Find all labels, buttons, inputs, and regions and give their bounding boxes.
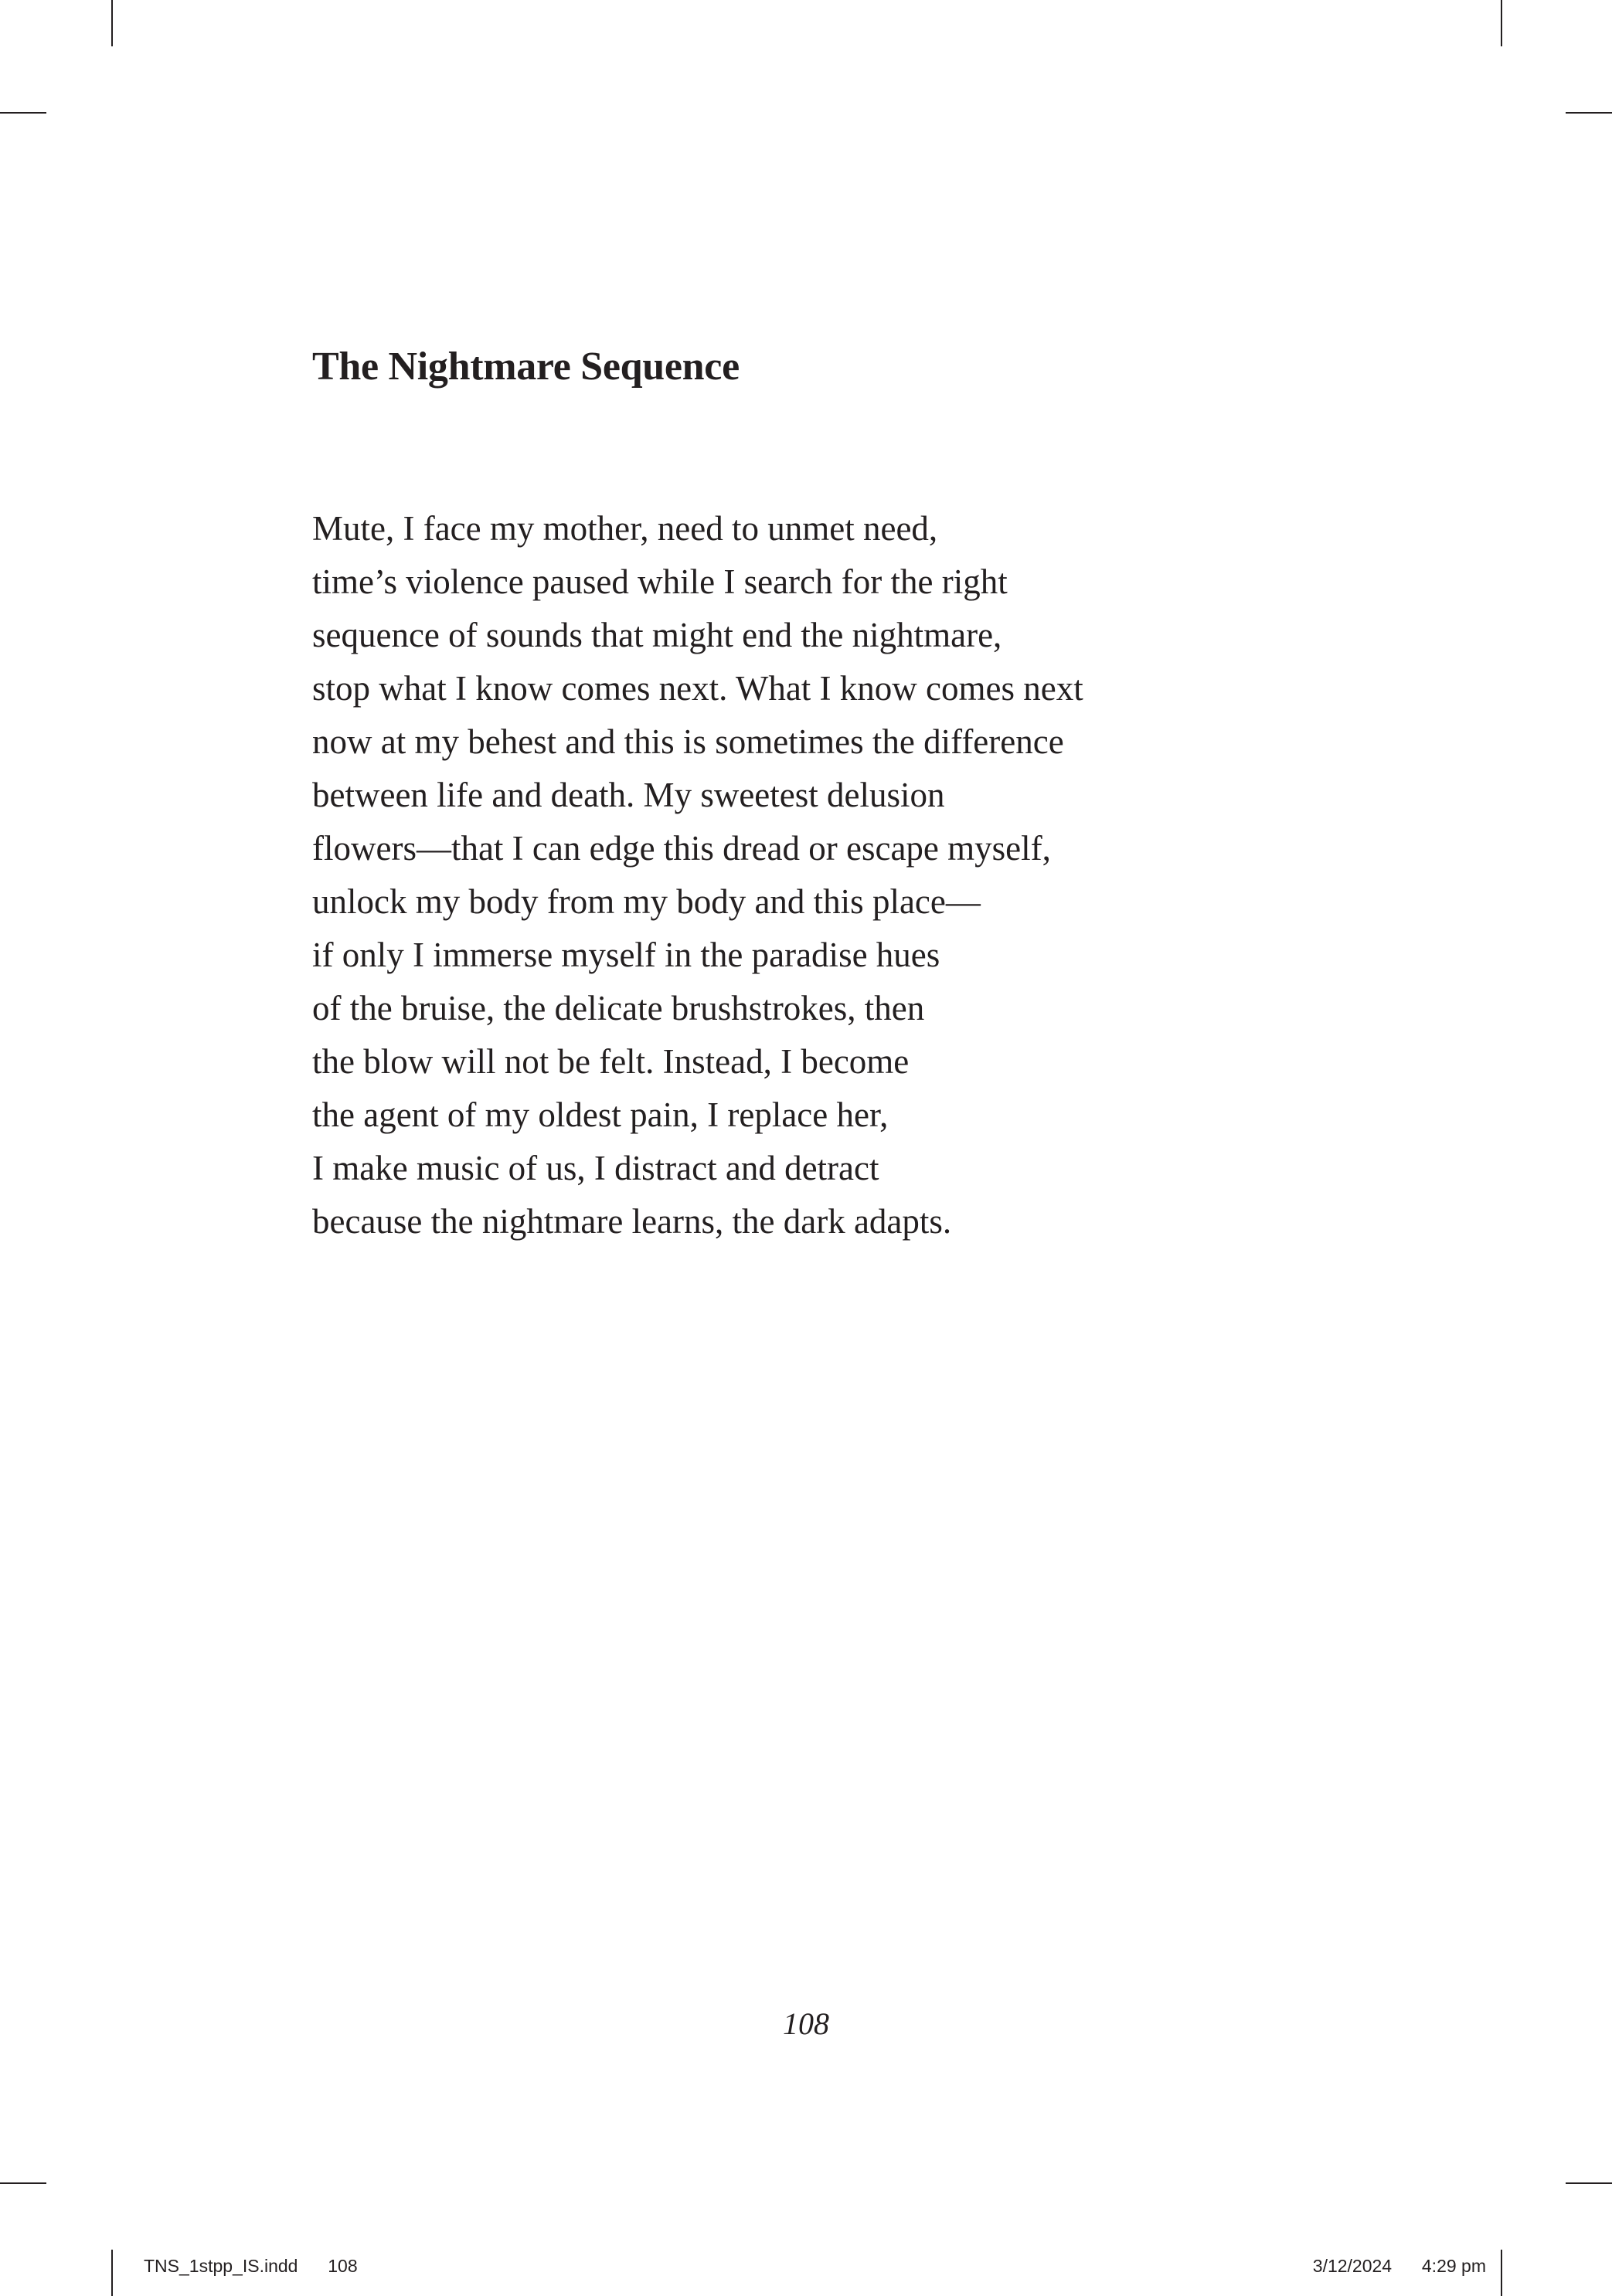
- slug-file-page: 108: [328, 2256, 358, 2276]
- slug-timestamp: [1313, 2254, 1486, 2277]
- poem-line: if only I immerse myself in the paradise hues: [312, 936, 940, 974]
- poem-line: between life and death. My sweetest delusion: [312, 776, 945, 814]
- crop-mark-bottom-right-horizontal: [1566, 2182, 1612, 2184]
- poem-line: the blow will not be felt. Instead, I become: [312, 1042, 910, 1081]
- crop-mark-bottom-left-horizontal: [0, 2182, 46, 2184]
- slug-date: 3/12/2024: [1312, 2256, 1393, 2276]
- slug-file-info: [144, 2254, 358, 2277]
- poem-line: Mute, I face my mother, need to unmet need,: [312, 509, 938, 548]
- slug-time: 4:29 pm: [1421, 2256, 1486, 2276]
- poem-line: now at my behest and this is sometimes the difference: [312, 722, 1064, 761]
- crop-mark-top-right-horizontal: [1566, 112, 1612, 114]
- crop-mark-bottom-left-vertical: [111, 2250, 113, 2296]
- crop-mark-bottom-right-vertical: [1501, 2250, 1502, 2296]
- poem-line: stop what I know comes next. What I know comes next: [312, 669, 1083, 708]
- poem-title: The Nightmare Sequence: [312, 345, 740, 389]
- poem-body: [312, 502, 1317, 1248]
- poem-line: flowers—that I can edge this dread or escape myself,: [312, 829, 1051, 868]
- poem-line: of the bruise, the delicate brushstrokes, then: [312, 989, 925, 1027]
- page-number: 108: [783, 2006, 829, 2041]
- poem-line: unlock my body from my body and this place—: [312, 882, 981, 921]
- slug-file-name: TNS_1stpp_IS.indd: [144, 2256, 298, 2276]
- crop-mark-top-right-vertical: [1501, 0, 1502, 46]
- crop-mark-top-left-horizontal: [0, 112, 46, 114]
- poem-line: sequence of sounds that might end the nightmare,: [312, 616, 1002, 654]
- poem-line: because the nightmare learns, the dark adapts.: [312, 1202, 952, 1241]
- poem-line: I make music of us, I distract and detract: [312, 1149, 879, 1187]
- crop-mark-top-left-vertical: [111, 0, 113, 46]
- poem-line: time’s violence paused while I search for the right: [312, 562, 1008, 601]
- poem-line: the agent of my oldest pain, I replace her,: [312, 1095, 889, 1134]
